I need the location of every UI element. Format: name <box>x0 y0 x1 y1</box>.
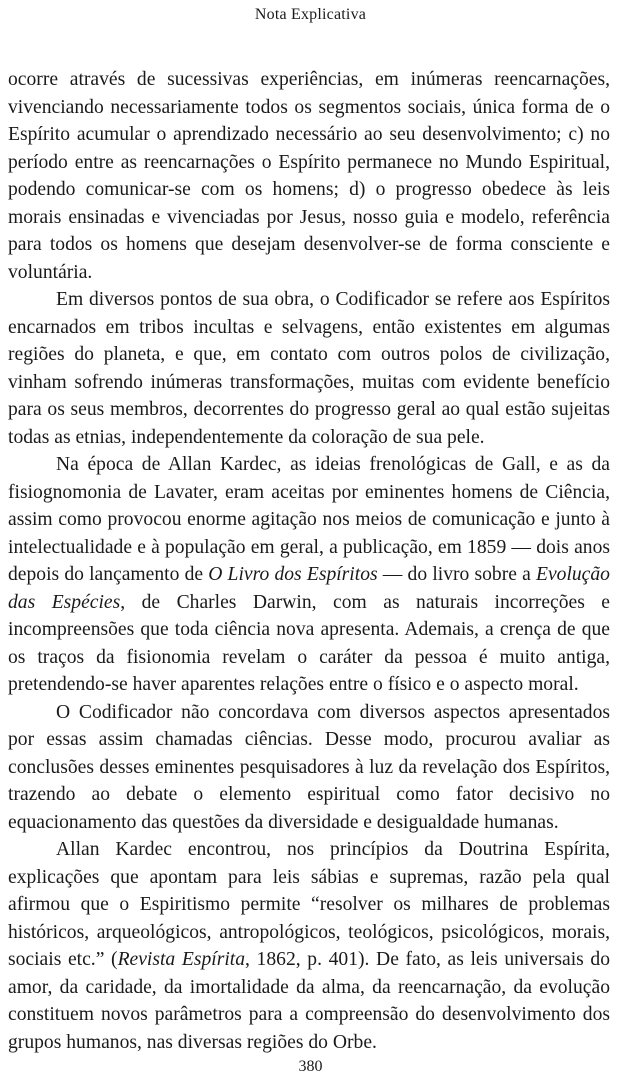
paragraph-1: ocorre através de sucessivas experiências, em inúmeras reencarnações, vivenciando necessariamente todos os segmentos sociais, única forma de o Espírito acumular o aprendizado necessário ao seu desenvolvimento; c) no período entre as reencarnações o Espírito permanece no Mundo Espiritual, podendo comunicar-se com os homens; d) o progresso obedece às leis morais ensinadas e vivenciadas por Jesus, nosso guia e modelo, referência para todos os homens que desejam desenvolver-se de forma consciente e voluntária. <box>8 69 610 283</box>
book-title-evolucao-das-especies: Evolução das Espécies <box>8 564 610 613</box>
paragraph-5-text-b: , 1862, p. 401). De fato, as leis universais do amor, da caridade, da imortalidade da alma, da reencarnação, da evolução constituem novos parâmetros para a compreensão do desenvolvimento dos grupos humanos, nas diversas regiões do Orbe. <box>8 949 610 1053</box>
book-title-livro-dos-espiritos: O Livro dos Espíritos <box>208 564 378 585</box>
paragraph-2: Em diversos pontos de sua obra, o Codificador se refere aos Espíritos encarnados em tribos incultas e selvagens, então existentes em algumas regiões do planeta, e que, em contato com outros polos de civilização, vinham sofrendo inúmeras transformações, muitas com evidente benefício para os seus membros, decorrentes do progresso geral ao qual estão sujeitas todas as etnias, independentemente da coloração de sua pele. <box>8 289 610 448</box>
paragraph-3-text-c: , de Charles Darwin, com as naturais incorreções e incompreensões que toda ciência nova apresenta. Ademais, a crença de que os traços da fisionomia revelam o caráter da pessoa é muito antiga, pretendendo-se haver aparentes relações entre o físico e o aspecto moral. <box>8 591 610 695</box>
paragraph-3-text-a: Na época de Allan Kardec, as ideias frenológicas de Gall, e as da fisiognomonia de Lavater, eram aceitas por eminentes homens de Ciência, assim como provocou enorme agitação nos meios de comunicação e junto à intelectualidade e à população em geral, a publicação, em 1859 — dois anos depois do lançamento de <box>8 454 610 585</box>
paragraph-4: O Codificador não concordava com diversos aspectos apresentados por essas assim chamadas ciências. Desse modo, procurou avaliar as conclusões desses eminentes pesquisadores à luz da revelação dos Espíritos, trazendo ao debate o elemento espiritual como fator decisivo no equacionamento das questões da diversidade e desigualdade humanas. <box>8 701 610 833</box>
paragraph-5-text-a: Allan Kardec encontrou, nos princípios da Doutrina Espírita, explicações que apontam para leis sábias e supremas, razão pela qual afirmou que o Espiritismo permite “resolver os milhares de problemas históricos, arqueológicos, antropológicos, teológicos, psicológicos, morais, sociais etc.” ( <box>8 839 610 970</box>
paragraph-3-text-b: — do livro sobre a <box>377 564 536 585</box>
body-text <box>8 66 610 1056</box>
journal-title-revista-espirita: Revista Espírita <box>117 949 246 970</box>
running-head: Nota Explicativa <box>254 6 367 23</box>
paragraph-5 <box>8 836 610 1056</box>
paragraph-3 <box>8 451 610 699</box>
page-number: 380 <box>298 1058 323 1075</box>
